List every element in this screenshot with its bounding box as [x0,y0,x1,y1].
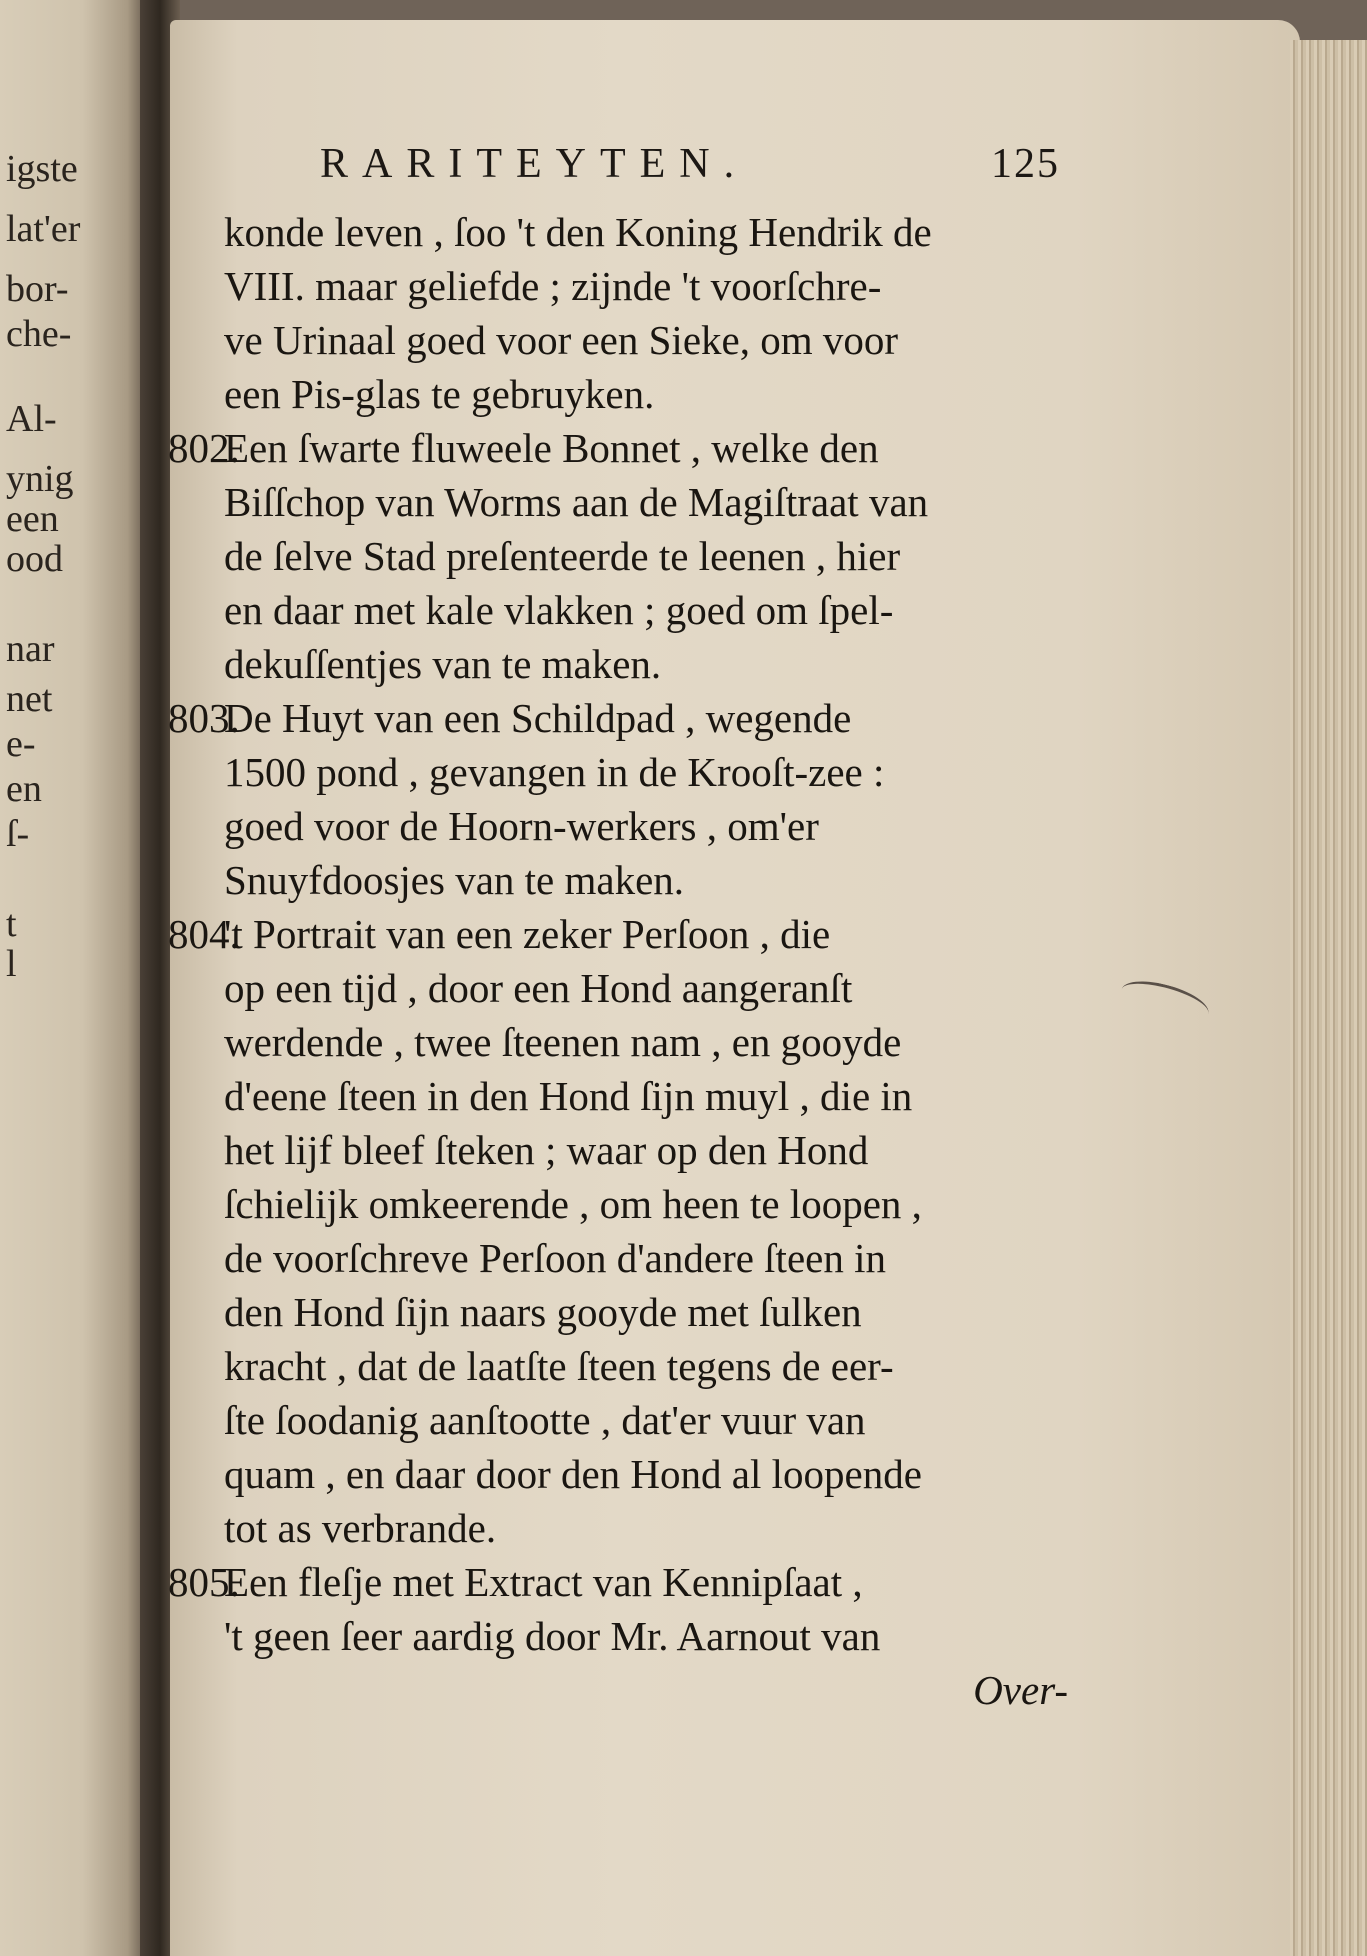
left-page-fragment: ynig [6,458,74,500]
text-line [168,853,1068,907]
left-page-fragment: e- [6,723,36,765]
text-line [168,475,1068,529]
text-line [168,637,1068,691]
left-page-fragment: bor- [6,268,69,310]
text-line [168,1609,1068,1663]
line-text: werdende , twee ſteenen nam , en gooyde [224,1019,902,1065]
text-line [168,529,1068,583]
text-line [168,1123,1068,1177]
catchword: Over- [973,1667,1068,1713]
line-text: kracht , dat de laatſte ſteen tegens de eer- [224,1343,894,1389]
line-text: de voorſchreve Perſoon d'andere ſteen in [224,1235,886,1281]
page-number: 125 [991,141,1060,187]
text-line [168,583,1068,637]
line-text: Snuyfdoosjes van te maken. [224,857,685,903]
text-line [168,961,1068,1015]
left-page-fragment: net [6,678,53,720]
entry-first-line [168,691,1068,745]
entry-number: 805. [168,1559,240,1605]
entry-number: 803. [168,695,240,741]
line-text: den Hond ſijn naars gooyde met ſulken [224,1289,862,1335]
text-line [168,1339,1068,1393]
left-page-fragment: nar [6,628,55,670]
line-text: 't geen ſeer aardig door Mr. Aarnout van [224,1613,881,1659]
catchword-line [168,1663,1068,1717]
text-line [168,1231,1068,1285]
line-text: tot as verbrande. [224,1505,497,1551]
line-text: en daar met kale vlakken ; goed om ſpel- [224,587,894,633]
text-line [168,799,1068,853]
left-page-fragment: l [6,943,17,985]
left-page-fragment: en [6,768,42,810]
entry-number: 804. [168,911,240,957]
line-text: de ſelve Stad preſenteerde te leenen , hier [224,533,901,579]
line-text: een Pis-glas te gebruyken. [224,371,655,417]
line-text: Een ſwarte fluweele Bonnet , welke den [224,425,879,471]
text-line [168,1447,1068,1501]
line-text: ſchielijk omkeerende , om heen te loopen , [224,1181,922,1227]
left-page-fragment: ſ- [6,813,30,855]
line-text: ſte ſoodanig aanſtootte , dat'er vuur van [224,1397,866,1443]
line-text: ve Urinaal goed voor een Sieke, om voor [224,317,899,363]
page-block-edge [1290,40,1367,1956]
line-text: De Huyt van een Schildpad , wegende [224,695,852,741]
line-text: het lijf bleef ſteken ; waar op den Hond [224,1127,869,1173]
left-page-fragment: Al- [6,398,57,440]
text-line [168,259,1068,313]
entry-first-line [168,907,1068,961]
text-line [168,1069,1068,1123]
running-title: RARITEYTEN. [320,141,749,187]
line-text: d'eene ſteen in den Hond ſijn muyl , die in [224,1073,913,1119]
left-page-fragment: t [6,903,17,945]
text-line [168,1177,1068,1231]
left-page-fragment: lat'er [6,208,81,250]
left-page-fragment: ood [6,538,63,580]
text-line [168,205,1068,259]
entry-first-line [168,1555,1068,1609]
line-text: 1500 pond , gevangen in de Krooſt-zee : [224,749,885,795]
left-page-fragment: che- [6,313,72,355]
line-text: dekuſſentjes van te maken. [224,641,662,687]
text-line [168,1015,1068,1069]
line-text: op een tijd , door een Hond aangeranſt [224,965,853,1011]
line-text: konde leven , ſoo 't den Koning Hendrik de [224,209,932,255]
text-line [168,313,1068,367]
text-line [168,367,1068,421]
line-text: quam , en daar door den Hond al loopende [224,1451,922,1497]
entry-first-line [168,421,1068,475]
text-line [168,1501,1068,1555]
left-page-edge [0,0,150,1956]
line-text: goed voor de Hoorn-werkers , om'er [224,803,819,849]
text-line [168,1285,1068,1339]
text-line [168,1393,1068,1447]
page-body [168,205,1068,1717]
line-text: 't Portrait van een zeker Perſoon , die [224,911,831,957]
line-text: VIII. maar geliefde ; zijnde 't voorſchre- [224,263,882,309]
text-line [168,745,1068,799]
line-text: Een fleſje met Extract van Kennipſaat , [224,1559,863,1605]
line-text: Biſſchop van Worms aan de Magiſtraat van [224,479,929,525]
left-page-fragment: een [6,498,59,540]
page-header [320,140,1060,200]
entry-number: 802. [168,425,240,471]
left-page-fragment: igste [6,148,78,190]
